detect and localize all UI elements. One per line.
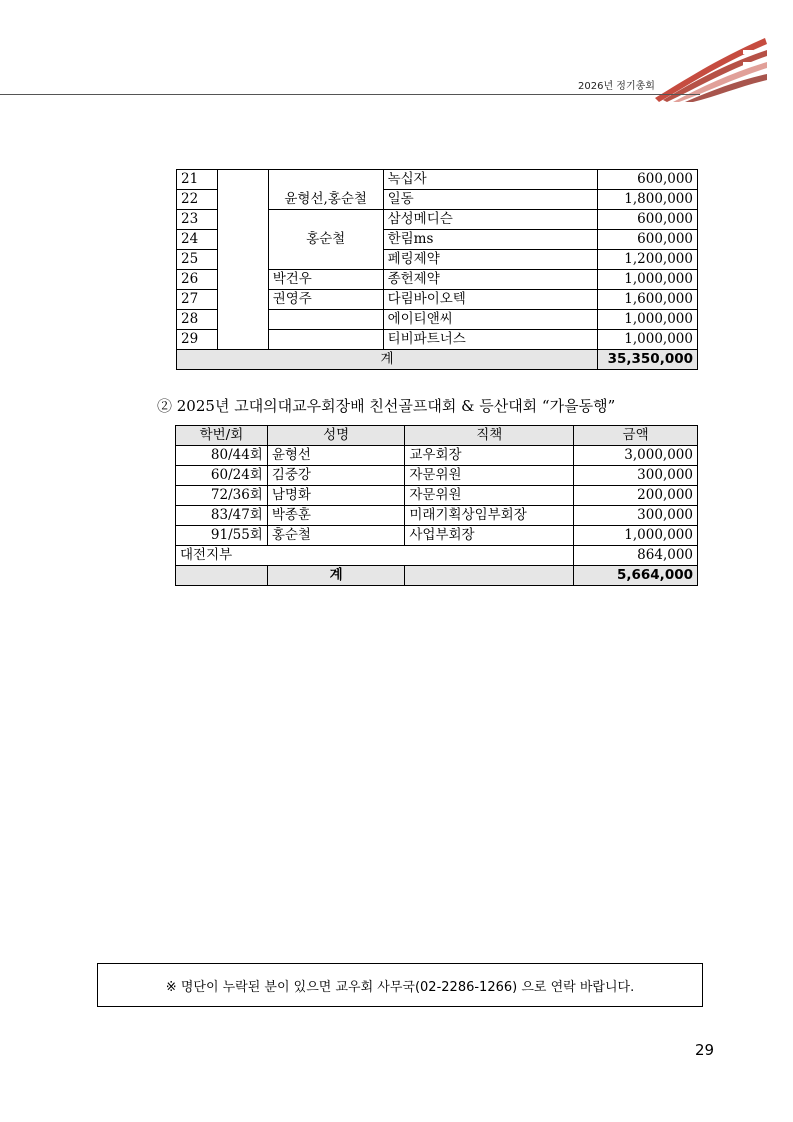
table-row xyxy=(177,170,698,190)
amount-cell: 1,000,000 xyxy=(597,330,697,350)
branch-amount: 864,000 xyxy=(574,546,698,566)
table-row xyxy=(176,466,698,486)
person-cell xyxy=(268,170,383,190)
person-cell xyxy=(268,330,383,350)
blank-cell xyxy=(405,566,574,586)
person-cell: 권영주 xyxy=(268,290,383,310)
person-cell xyxy=(268,310,383,330)
amount-cell: 600,000 xyxy=(597,230,697,250)
company-cell: 다림바이오텍 xyxy=(383,290,597,310)
table-row xyxy=(176,526,698,546)
column-header: 직책 xyxy=(405,426,574,446)
total-label: 계 xyxy=(177,350,598,370)
class-cell: 83/47회 xyxy=(176,506,268,526)
title-cell: 자문위원 xyxy=(405,486,574,506)
blank-cell xyxy=(176,566,268,586)
amount-cell: 1,800,000 xyxy=(597,190,697,210)
amount-cell: 1,200,000 xyxy=(597,250,697,270)
company-cell: 종헌제약 xyxy=(383,270,597,290)
blank-cell xyxy=(217,170,268,350)
row-number: 21 xyxy=(177,170,218,190)
company-cell: 녹십자 xyxy=(383,170,597,190)
table-row xyxy=(176,506,698,526)
row-number: 25 xyxy=(177,250,218,270)
name-cell: 홍순철 xyxy=(267,526,405,546)
column-header: 성명 xyxy=(267,426,405,446)
amount-cell: 1,000,000 xyxy=(574,526,698,546)
name-cell: 박종훈 xyxy=(267,506,405,526)
row-number: 27 xyxy=(177,290,218,310)
branch-label: 대전지부 xyxy=(176,546,574,566)
donation-table xyxy=(175,425,698,586)
amount-cell: 300,000 xyxy=(574,466,698,486)
total-amount: 35,350,000 xyxy=(597,350,697,370)
row-number: 29 xyxy=(177,330,218,350)
company-cell: 삼성메디슨 xyxy=(383,210,597,230)
header-rule xyxy=(0,94,700,95)
amount-cell: 1,600,000 xyxy=(597,290,697,310)
amount-cell: 1,000,000 xyxy=(597,310,697,330)
person-cell: 홍순철 xyxy=(268,210,383,270)
sponsor-table xyxy=(176,169,698,370)
row-number: 28 xyxy=(177,310,218,330)
amount-cell: 3,000,000 xyxy=(574,446,698,466)
row-number: 26 xyxy=(177,270,218,290)
header-row xyxy=(176,426,698,446)
page-number: 29 xyxy=(695,1041,715,1059)
total-row xyxy=(176,566,698,586)
person-cell: 윤형선,홍순철 xyxy=(268,190,383,210)
row-number: 23 xyxy=(177,210,218,230)
amount-cell: 300,000 xyxy=(574,506,698,526)
class-cell: 91/55회 xyxy=(176,526,268,546)
amount-cell: 600,000 xyxy=(597,170,697,190)
name-cell: 김중강 xyxy=(267,466,405,486)
class-cell: 60/24회 xyxy=(176,466,268,486)
class-cell: 80/44회 xyxy=(176,446,268,466)
company-cell: 페링제약 xyxy=(383,250,597,270)
total-row xyxy=(177,350,698,370)
company-cell: 일동 xyxy=(383,190,597,210)
company-cell: 한림ms xyxy=(383,230,597,250)
branch-row xyxy=(176,546,698,566)
amount-cell: 200,000 xyxy=(574,486,698,506)
column-header: 금액 xyxy=(574,426,698,446)
title-cell: 미래기획상임부회장 xyxy=(405,506,574,526)
class-cell: 72/36회 xyxy=(176,486,268,506)
title-cell: 교우회장 xyxy=(405,446,574,466)
company-cell: 티비파트너스 xyxy=(383,330,597,350)
title-cell: 사업부회장 xyxy=(405,526,574,546)
name-cell: 윤형선 xyxy=(267,446,405,466)
row-number: 24 xyxy=(177,230,218,250)
title-cell: 자문위원 xyxy=(405,466,574,486)
table-row xyxy=(176,486,698,506)
company-cell: 에이티앤씨 xyxy=(383,310,597,330)
notice-box: ※ 명단이 누락된 분이 있으면 교우회 사무국(02-2286-1266) 으로 연락 바랍니다. xyxy=(97,963,703,1007)
row-number: 22 xyxy=(177,190,218,210)
table-row xyxy=(176,446,698,466)
column-header: 학번/회 xyxy=(176,426,268,446)
header-title: 2026년 정기총회 xyxy=(578,81,655,92)
amount-cell: 600,000 xyxy=(597,210,697,230)
name-cell: 남명화 xyxy=(267,486,405,506)
person-cell: 박건우 xyxy=(268,270,383,290)
amount-cell: 1,000,000 xyxy=(597,270,697,290)
total-amount: 5,664,000 xyxy=(574,566,698,586)
total-label: 계 xyxy=(267,566,405,586)
brand-logo xyxy=(655,30,770,102)
section-title: ② 2025년 고대의대교우회장배 친선골프대회 & 등산대회 “가을동행” xyxy=(157,397,616,415)
